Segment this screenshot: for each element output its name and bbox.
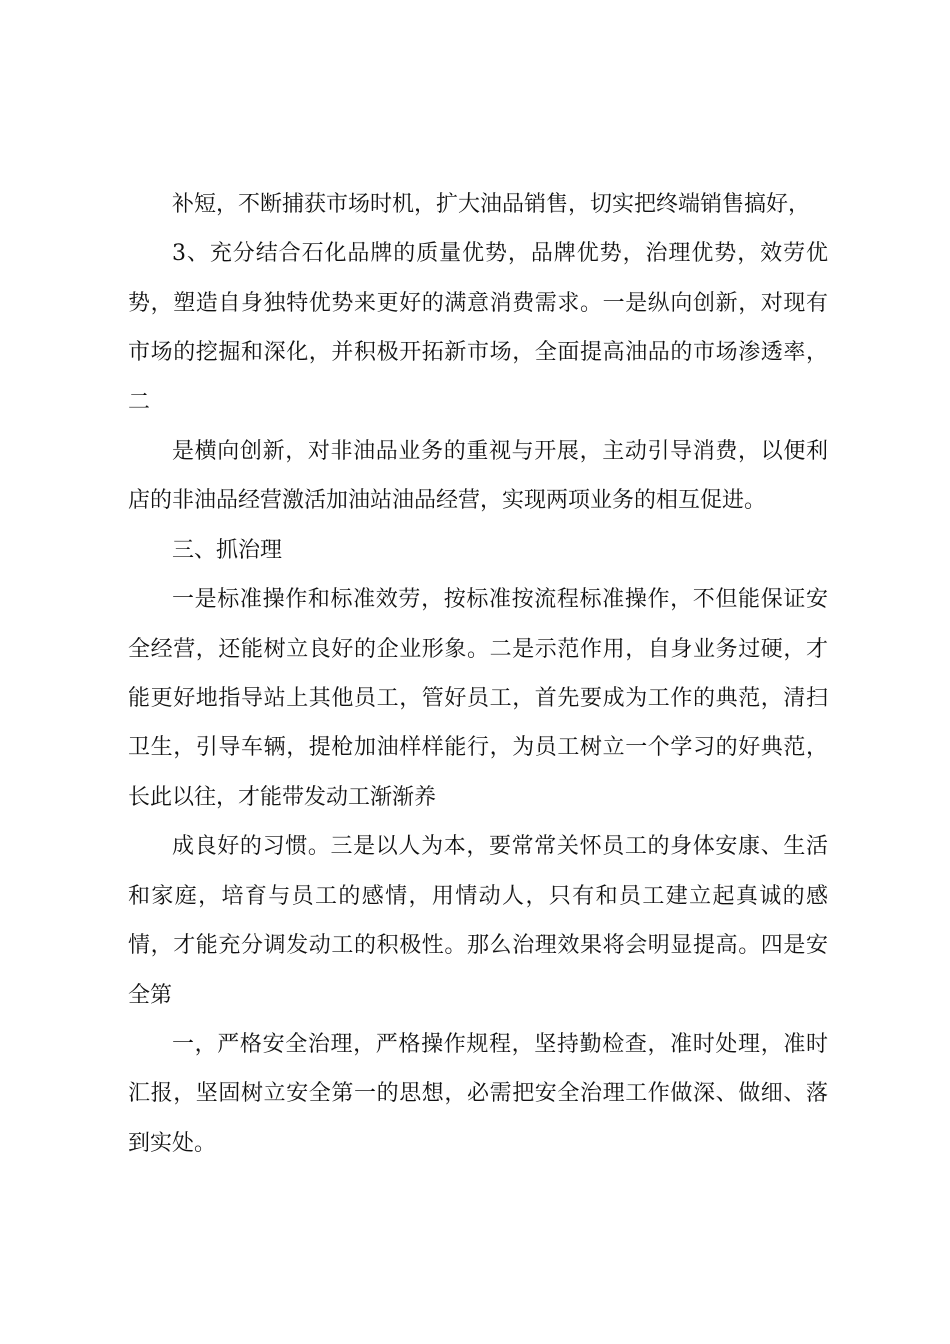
paragraph-4: 一是标准操作和标准效劳，按标准按流程标准操作，不但能保证安全经营，还能树立良好的企业形象。二是示范作用，自身业务过硬，才能更好地指导站上其他员工，管好员工，首先要成为工作的典范，清扫卫生，引导车辆，提枪加油样样能行，为员工树立一个学习的好典范，长此以往，才能带发动工渐渐养 — [128, 587, 828, 810]
paragraph-3: 是横向创新，对非油品业务的重视与开展，主动引导消费，以便利店的非油品经营激活加油站油品经营，实现两项业务的相互促进。 — [128, 439, 828, 514]
paragraph-6: 一，严格安全治理，严格操作规程，坚持勤检查，准时处理，准时汇报，坚固树立安全第一的思想，必需把安全治理工作做深、做细、落到实处。 — [128, 1031, 828, 1156]
paragraph-2: 3、充分结合石化品牌的质量优势，品牌优势，治理优势，效劳优势，塑造自身独特优势来更好的满意消费需求。一是纵向创新，对现有市场的挖掘和深化，并积极开拓新市场，全面提高油品的市场渗透率，二 — [128, 241, 828, 415]
paragraph-1: 补短，不断捕获市场时机，扩大油品销售，切实把终端销售搞好， — [172, 192, 811, 217]
section-heading: 三、抓治理 — [172, 537, 283, 563]
paragraph-5: 成良好的习惯。三是以人为本，要常常关怀员工的身体安康、生活和家庭，培育与员工的感情，用情动人，只有和员工建立起真诚的感情，才能充分调发动工的积极性。那么治理效果将会明显提高。四是安全第 — [128, 834, 828, 1008]
document-body — [128, 180, 828, 1168]
